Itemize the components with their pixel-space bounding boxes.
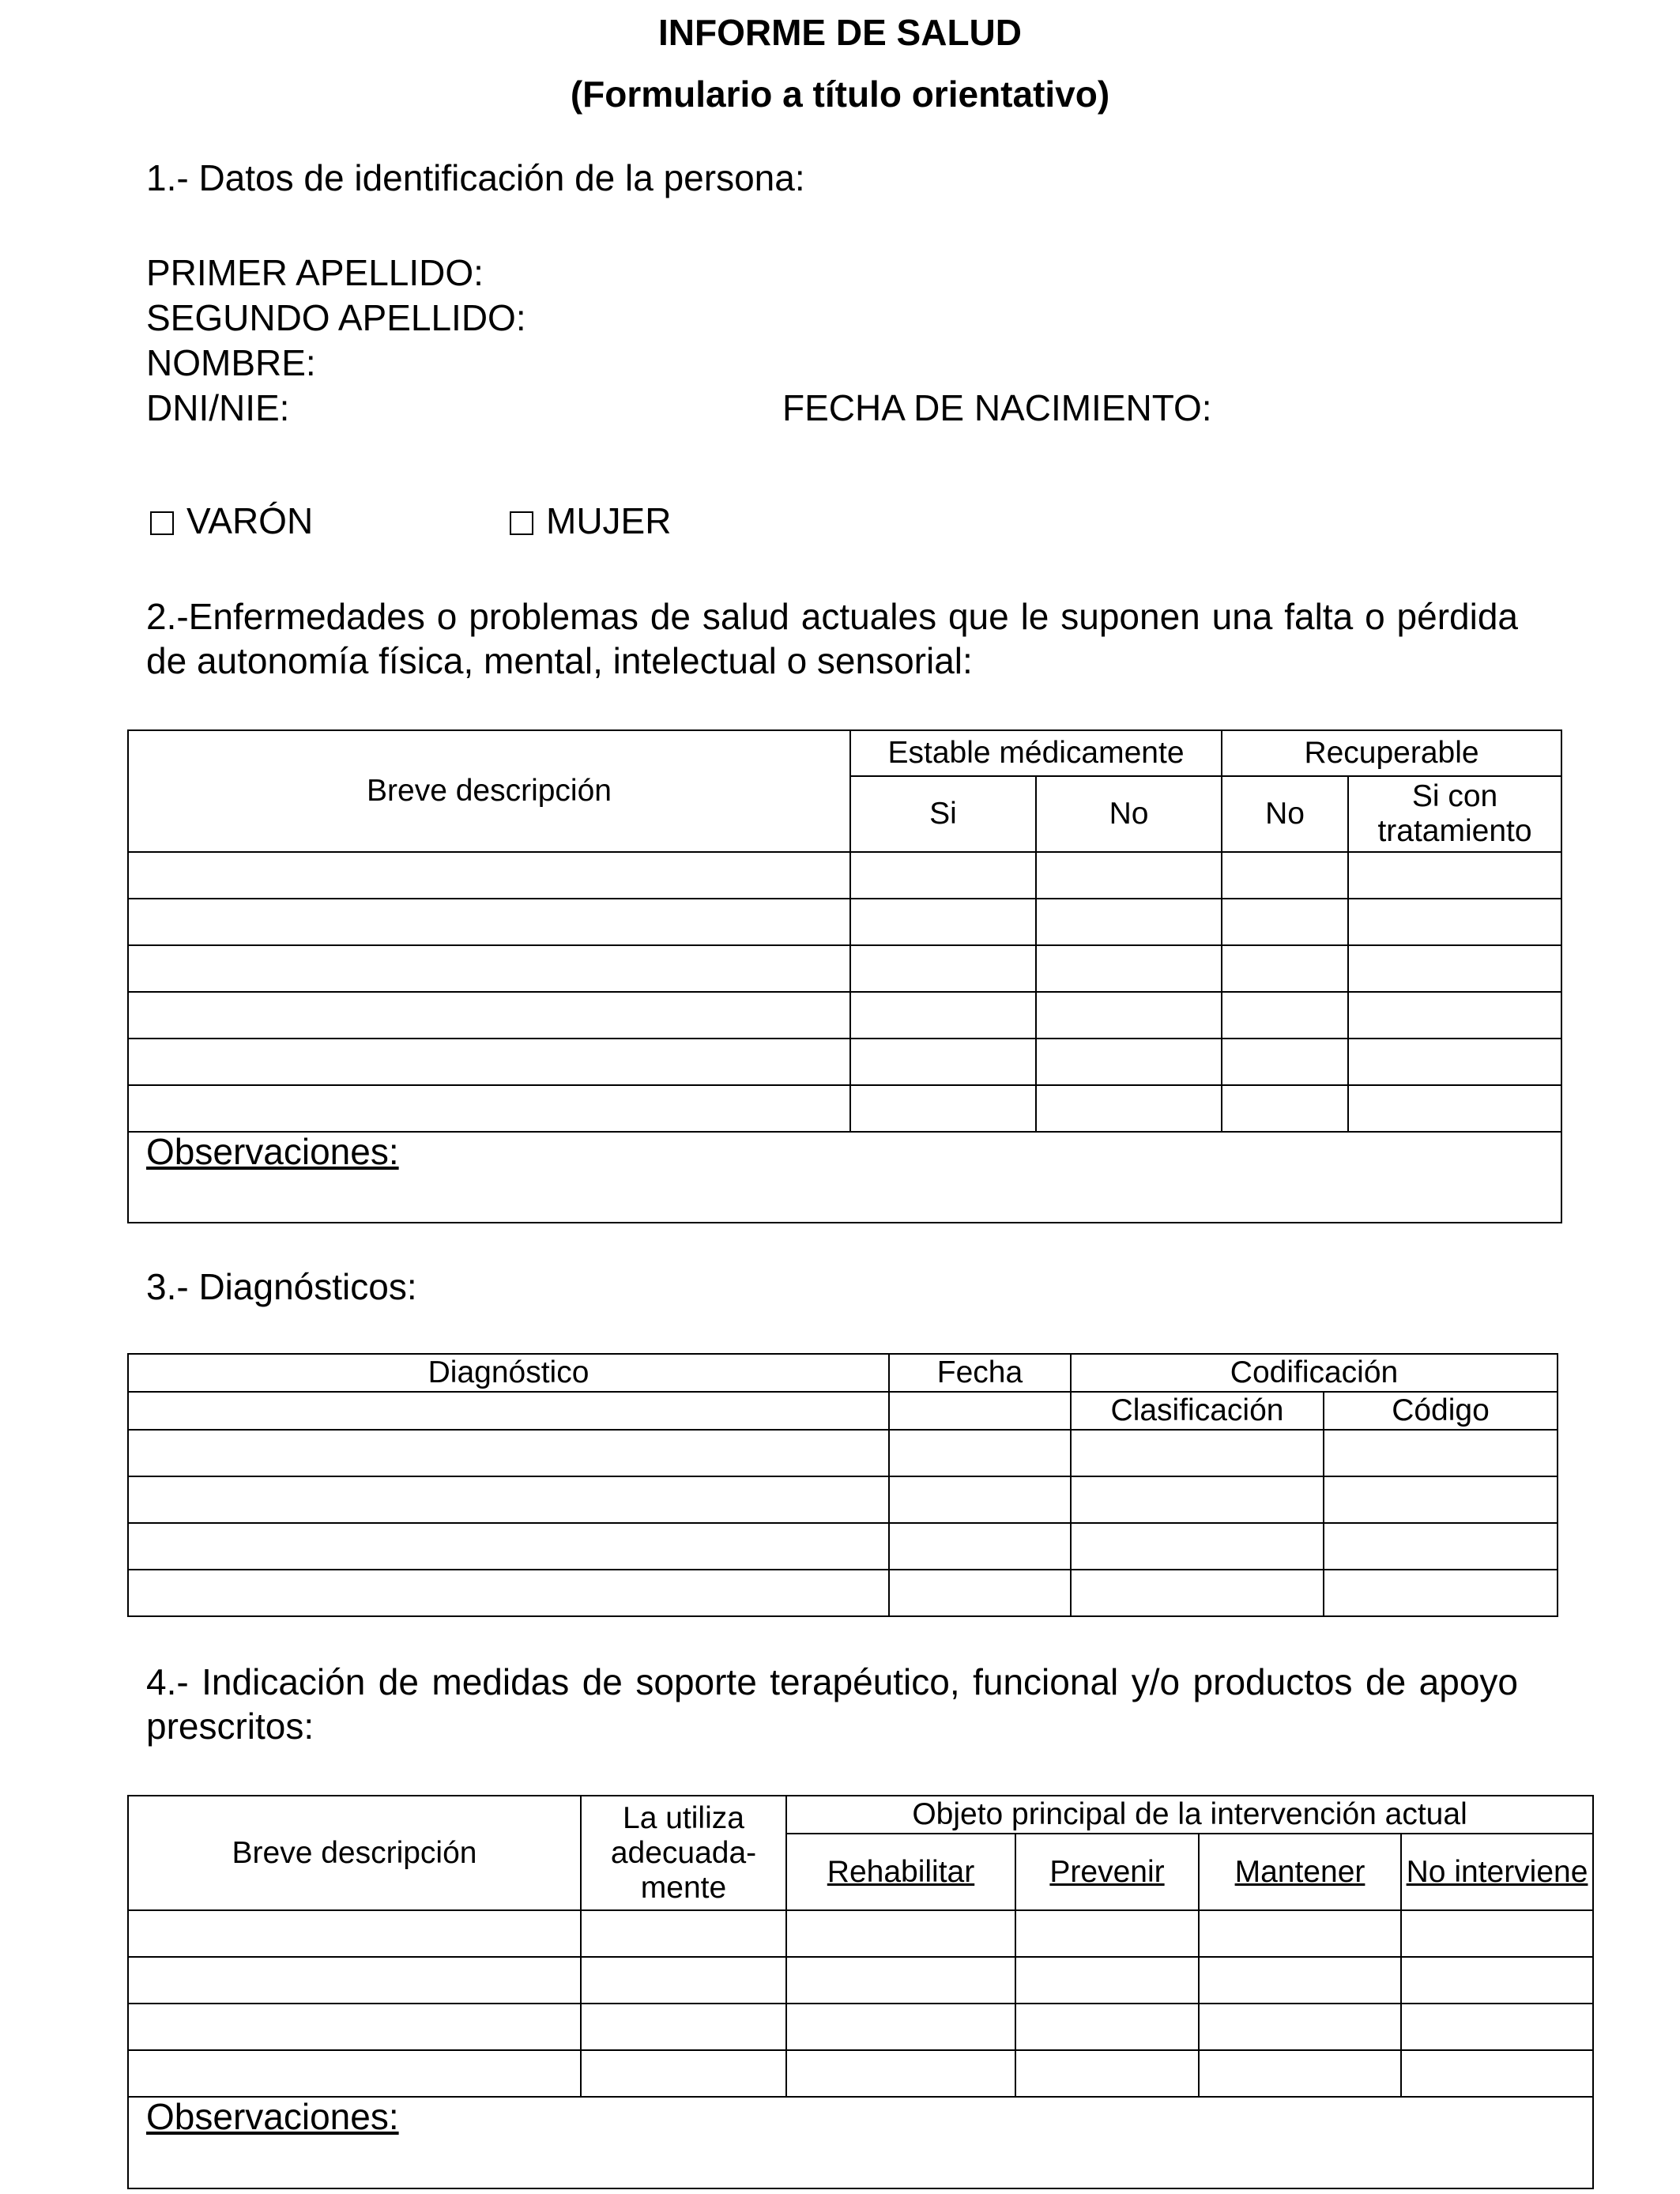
table-cell[interactable] — [128, 1476, 889, 1523]
table-cell[interactable] — [889, 1476, 1071, 1523]
table-cell[interactable] — [1401, 1957, 1593, 2004]
table-cell[interactable] — [1015, 1910, 1199, 1957]
table-cell[interactable] — [1401, 2050, 1593, 2097]
table-row — [128, 1570, 1558, 1616]
table-cell[interactable] — [1348, 1085, 1561, 1132]
header-recuperable: Recuperable — [1222, 730, 1561, 776]
field-dni: DNI/NIE: — [146, 387, 290, 428]
table-row — [128, 2050, 1593, 2097]
table-cell[interactable] — [889, 1570, 1071, 1616]
header-no-recuperable: No — [1222, 776, 1348, 852]
table-row — [128, 992, 1561, 1039]
table-cell[interactable] — [1199, 2004, 1401, 2050]
table-cell[interactable] — [128, 899, 850, 945]
table-cell[interactable] — [1401, 1910, 1593, 1957]
table-cell[interactable] — [1071, 1476, 1324, 1523]
table-row — [128, 1910, 1593, 1957]
table-cell[interactable] — [850, 1085, 1036, 1132]
mantener-label: Mantener — [1234, 1854, 1365, 1889]
table-cell[interactable] — [128, 1523, 889, 1570]
table-cell[interactable] — [1071, 1570, 1324, 1616]
section2-heading: 2.-Enfermedades o problemas de salud actuales que le suponen una falta o pérdida de autonomía física, mental, intelectual o sensorial: — [146, 596, 1518, 681]
table-row — [128, 1085, 1561, 1132]
table-cell[interactable] — [1036, 945, 1222, 992]
table-row — [128, 899, 1561, 945]
table-cell[interactable] — [889, 1430, 1071, 1476]
table-cell[interactable] — [1222, 1039, 1348, 1085]
header-si-con-tratamiento: Si con tratamiento — [1348, 776, 1561, 852]
header-prevenir[interactable] — [1015, 1834, 1199, 1910]
table-cell[interactable] — [1348, 992, 1561, 1039]
table-cell[interactable] — [1071, 1523, 1324, 1570]
header-utiliza-adecuadamente: La utiliza adecuada-mente — [581, 1796, 786, 1910]
table-row — [128, 852, 1561, 899]
table-row — [128, 1430, 1558, 1476]
table-cell[interactable] — [1015, 2004, 1199, 2050]
header-codificacion: Codificación — [1071, 1354, 1558, 1392]
field-fecha-nacimiento: FECHA DE NACIMIENTO: — [782, 387, 1212, 428]
table-cell[interactable] — [128, 1957, 581, 2004]
sex-female-label: MUJER — [546, 500, 672, 541]
field-nombre: NOMBRE: — [146, 342, 316, 383]
table-cell[interactable] — [889, 1523, 1071, 1570]
sex-option-male[interactable] — [150, 499, 313, 542]
table-row — [128, 1957, 1593, 2004]
table-cell[interactable] — [128, 1570, 889, 1616]
cell-fecha-blank[interactable] — [889, 1392, 1071, 1430]
observaciones-label: Observaciones: — [146, 1131, 399, 1172]
sex-option-female[interactable] — [510, 499, 671, 542]
table-cell[interactable] — [1222, 852, 1348, 899]
table-cell[interactable] — [1348, 1039, 1561, 1085]
table-cell[interactable] — [1199, 2050, 1401, 2097]
table-cell[interactable] — [1324, 1476, 1558, 1523]
table-cell[interactable] — [1222, 899, 1348, 945]
table-cell[interactable] — [1222, 945, 1348, 992]
checkbox-icon[interactable] — [150, 511, 174, 535]
table-cell[interactable] — [1348, 945, 1561, 992]
table-row — [128, 2004, 1593, 2050]
table-cell[interactable] — [850, 852, 1036, 899]
header-clasificacion: Clasificación — [1071, 1392, 1324, 1430]
header-fecha: Fecha — [889, 1354, 1071, 1392]
table-cell[interactable] — [128, 945, 850, 992]
field-segundo-apellido: SEGUNDO APELLIDO: — [146, 297, 526, 338]
table-cell[interactable] — [581, 2004, 786, 2050]
header-no: No — [1036, 776, 1222, 852]
table-cell[interactable] — [786, 2050, 1015, 2097]
header-diagnostico: Diagnóstico — [128, 1354, 889, 1392]
header-rehabilitar[interactable] — [786, 1834, 1015, 1910]
table-cell[interactable] — [1324, 1570, 1558, 1616]
table-cell[interactable] — [1324, 1430, 1558, 1476]
header-mantener[interactable] — [1199, 1834, 1401, 1910]
table-cell[interactable] — [1324, 1523, 1558, 1570]
section4-heading: 4.- Indicación de medidas de soporte terapéutico, funcional y/o productos de apoyo prescritos: — [146, 1661, 1518, 1747]
header-no-interviene[interactable] — [1401, 1834, 1593, 1910]
no-interviene-label: No interviene — [1406, 1854, 1588, 1889]
document-subtitle: (Formulario a título orientativo) — [570, 74, 1110, 115]
table-cell[interactable] — [128, 1085, 850, 1132]
prevenir-label: Prevenir — [1049, 1854, 1165, 1889]
table-row — [128, 1476, 1558, 1523]
section1-heading: 1.- Datos de identificación de la persona: — [146, 157, 805, 198]
observaciones-label: Observaciones: — [146, 2096, 399, 2137]
cell-diagnostico-blank[interactable] — [128, 1392, 889, 1430]
table-health-problems — [127, 729, 1562, 1223]
table-cell[interactable] — [128, 992, 850, 1039]
table-row — [128, 1523, 1558, 1570]
table-cell[interactable] — [128, 2004, 581, 2050]
table-cell[interactable] — [1036, 899, 1222, 945]
table-cell[interactable] — [128, 1910, 581, 1957]
table-cell[interactable] — [1036, 992, 1222, 1039]
table-cell[interactable] — [850, 899, 1036, 945]
table-cell[interactable] — [581, 1910, 786, 1957]
field-primer-apellido: PRIMER APELLIDO: — [146, 252, 484, 293]
table-cell[interactable] — [1348, 852, 1561, 899]
table-cell[interactable] — [1199, 1910, 1401, 1957]
header-estable-medicamente: Estable médicamente — [850, 730, 1222, 776]
table-cell[interactable] — [128, 2050, 581, 2097]
header-breve-descripcion: Breve descripción — [128, 1796, 581, 1910]
header-si: Si — [850, 776, 1036, 852]
table-cell[interactable] — [1222, 992, 1348, 1039]
table-cell[interactable] — [1222, 1085, 1348, 1132]
header-codigo: Código — [1324, 1392, 1558, 1430]
table-cell[interactable] — [128, 1430, 889, 1476]
table-cell[interactable] — [1015, 2050, 1199, 2097]
header-breve-descripcion: Breve descripción — [128, 730, 850, 852]
observaciones-cell[interactable] — [128, 1132, 1561, 1223]
section3-heading: 3.- Diagnósticos: — [146, 1266, 417, 1307]
table-cell[interactable] — [1401, 2004, 1593, 2050]
table-cell[interactable] — [850, 992, 1036, 1039]
table-cell[interactable] — [1071, 1430, 1324, 1476]
table-cell[interactable] — [786, 1957, 1015, 2004]
table-cell[interactable] — [1036, 1085, 1222, 1132]
observaciones-cell[interactable] — [128, 2097, 1593, 2188]
table-cell[interactable] — [1199, 1957, 1401, 2004]
rehabilitar-label: Rehabilitar — [827, 1854, 975, 1889]
table-cell[interactable] — [581, 1957, 786, 2004]
table-cell[interactable] — [786, 1910, 1015, 1957]
table-cell[interactable] — [581, 2050, 786, 2097]
table-diagnosticos — [127, 1353, 1558, 1617]
checkbox-icon[interactable] — [510, 511, 533, 535]
table-cell[interactable] — [786, 2004, 1015, 2050]
table-row — [128, 945, 1561, 992]
table-cell[interactable] — [1036, 852, 1222, 899]
table-cell[interactable] — [1036, 1039, 1222, 1085]
table-cell[interactable] — [128, 852, 850, 899]
table-medidas-soporte — [127, 1795, 1594, 2189]
table-cell[interactable] — [1348, 899, 1561, 945]
table-cell[interactable] — [850, 1039, 1036, 1085]
header-objeto-principal: Objeto principal de la intervención actual — [786, 1796, 1593, 1834]
document-title: INFORME DE SALUD — [658, 12, 1022, 53]
table-cell[interactable] — [128, 1039, 850, 1085]
table-cell[interactable] — [1015, 1957, 1199, 2004]
sex-male-label: VARÓN — [186, 500, 314, 541]
table-row — [128, 1039, 1561, 1085]
table-cell[interactable] — [850, 945, 1036, 992]
